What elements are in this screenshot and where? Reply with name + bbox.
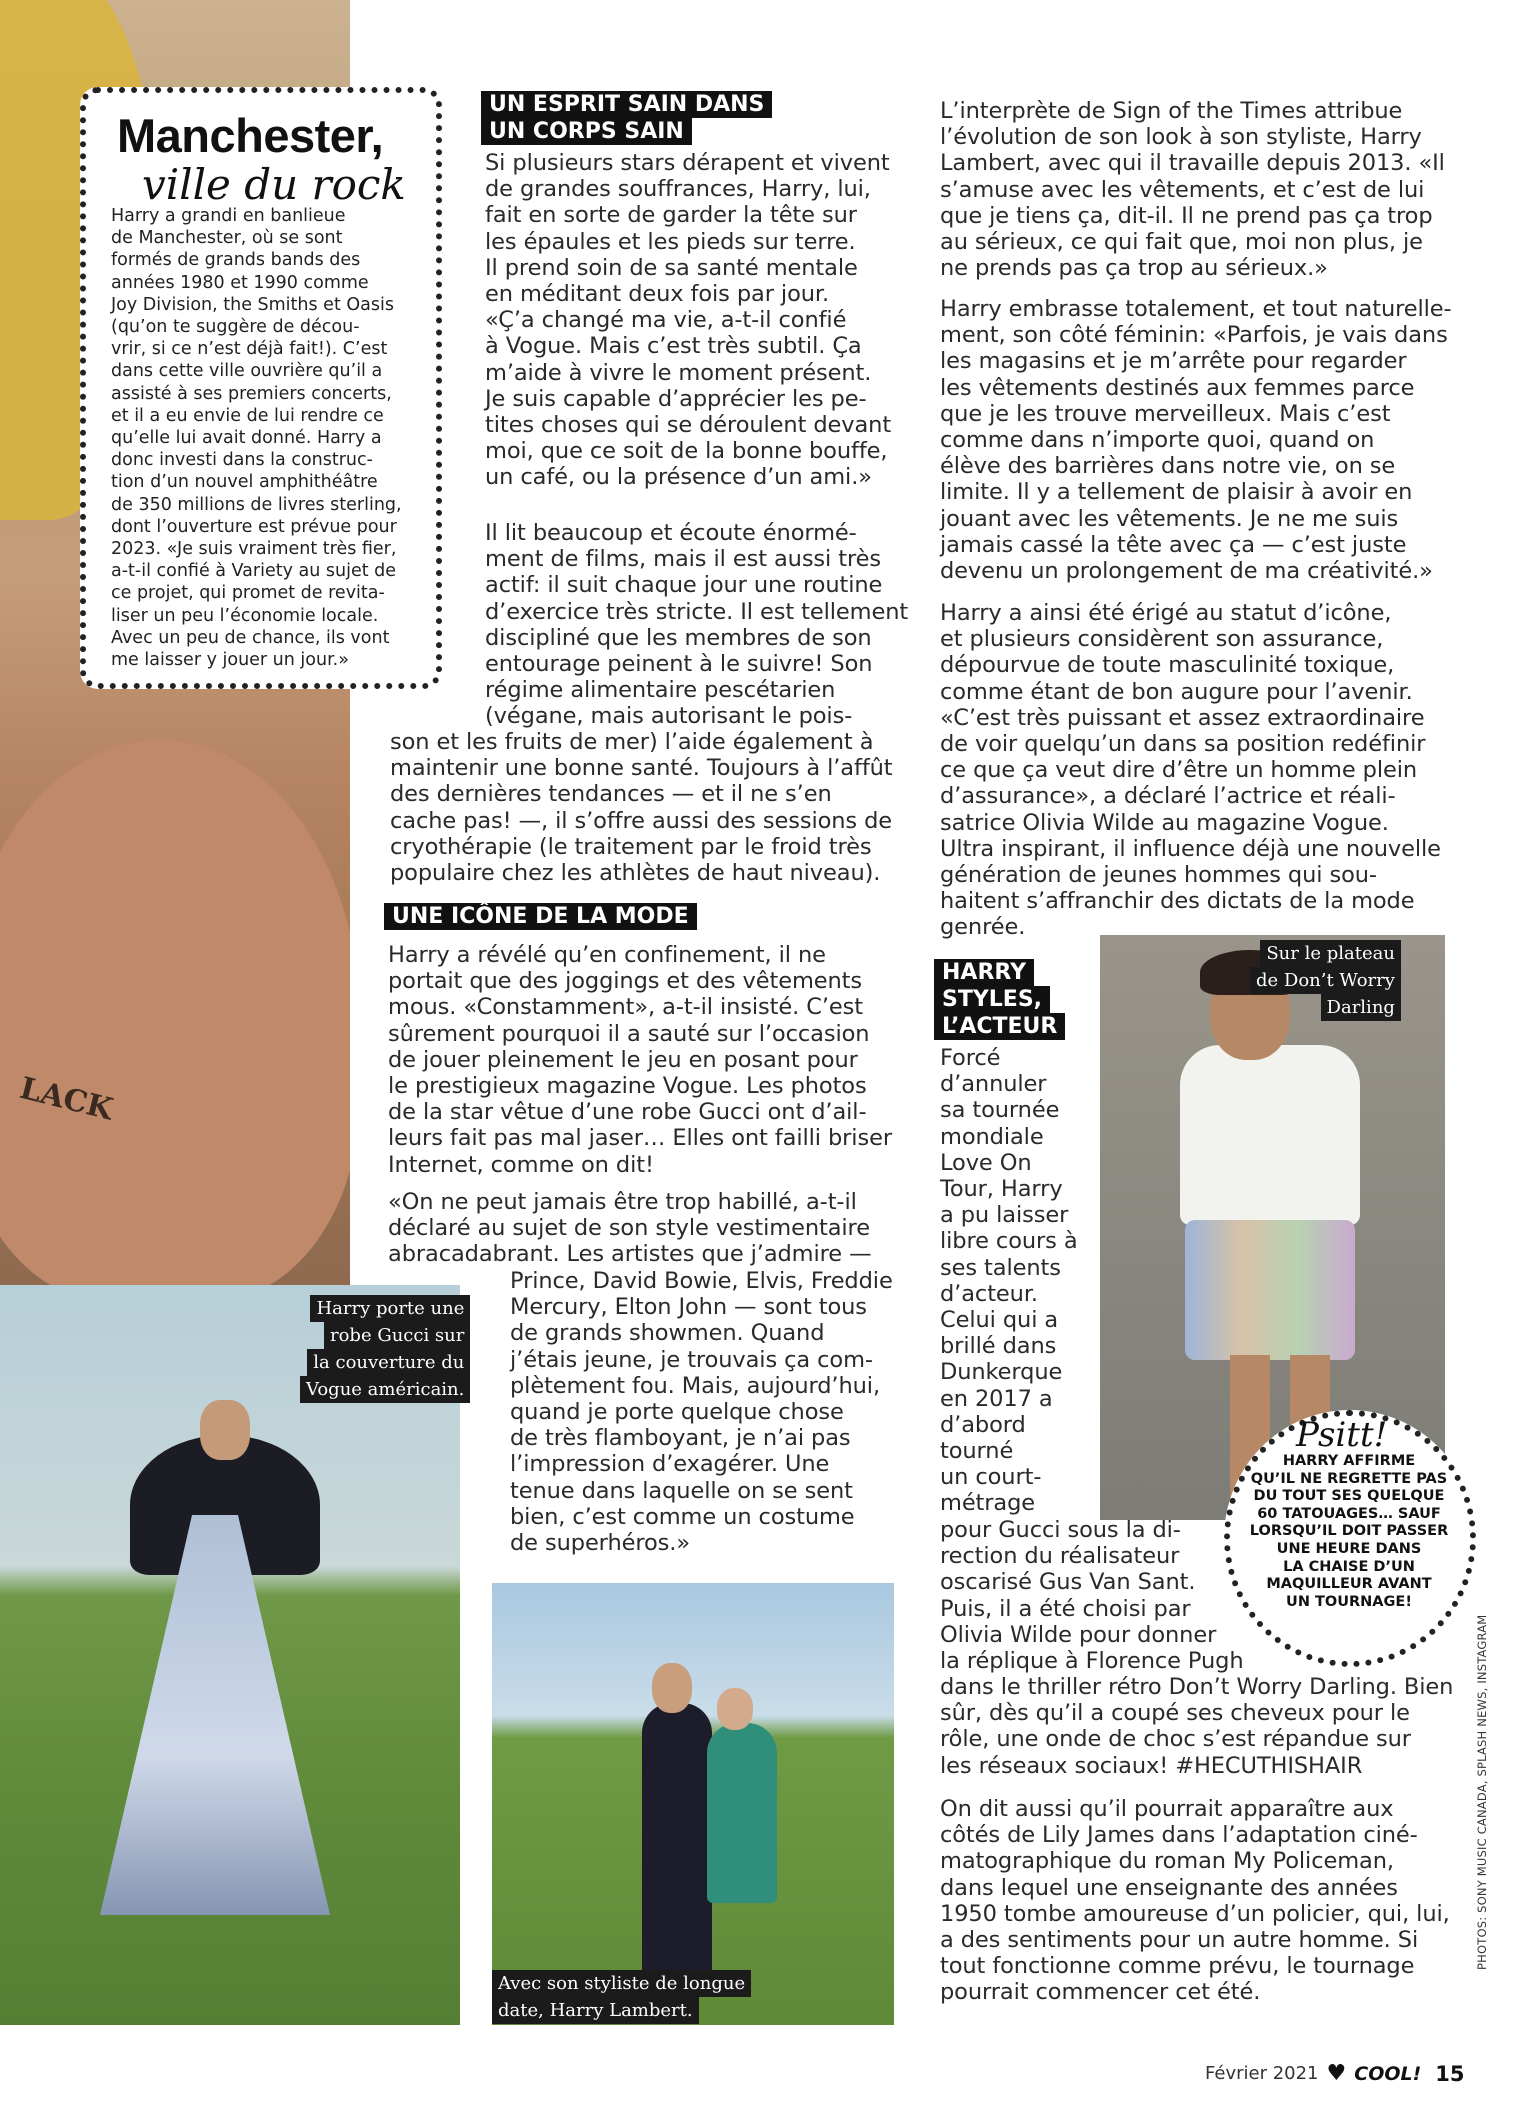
text-line: d’assurance», a déclaré l’actrice et réali- — [940, 783, 1396, 810]
footer-brand: COOL! — [1354, 2062, 1422, 2085]
psitt-text — [1234, 1453, 1464, 1611]
text-line: haitent s’affranchir des dictats de la mode — [940, 888, 1415, 915]
stylist-photo — [492, 1583, 894, 2025]
text-line: régime alimentaire pescétarien — [485, 677, 836, 704]
text-line: limite. Il y a tellement de plaisir à avoir en — [940, 479, 1413, 506]
text-line: l’impression d’exagérer. Une — [510, 1451, 830, 1478]
text-line: actif: il suit chaque jour une routine — [485, 572, 883, 599]
text-line: Tour, Harry — [940, 1176, 1063, 1203]
text-line: Lambert, avec qui il travaille depuis 2013. «Il — [940, 150, 1445, 177]
caption-line: robe Gucci sur — [324, 1322, 470, 1349]
sidebar-text-line: liser un peu l’économie locale. — [111, 605, 379, 626]
text-line: libre cours à — [940, 1228, 1078, 1255]
text-line: et plusieurs considèrent son assurance, — [940, 626, 1384, 653]
section3-narrow — [940, 1045, 1110, 1517]
text-line: matographique du roman My Policeman, — [940, 1848, 1394, 1875]
text-line: rection du réalisateur — [940, 1543, 1180, 1570]
section2-para1 — [388, 942, 908, 1178]
text-line: sûrement pourquoi il a sauté sur l’occasion — [388, 1020, 870, 1047]
sidebar-text-line: formés de grands bands des — [111, 250, 361, 271]
section1-heading-line1: UN ESPRIT SAIN DANS — [481, 91, 772, 118]
right-para1 — [940, 98, 1460, 281]
sidebar-text-line: (qu’on te suggère de décou- — [111, 317, 360, 338]
text-line: bien, c’est comme un costume — [510, 1503, 855, 1530]
sidebar-text-line: et il a eu envie de lui rendre ce — [111, 405, 384, 426]
text-line: «Ç’a changé ma vie, a-t-il confié — [485, 307, 847, 334]
text-line: cryothérapie (le traitement par le froid très — [390, 833, 872, 860]
text-line: oscarisé Gus Van Sant. — [940, 1569, 1196, 1596]
caption-stylist — [492, 1970, 751, 2024]
caption-line: Sur le plateau — [1260, 940, 1401, 967]
sidebar-text-line: qu’elle lui avait donné. Harry a — [111, 428, 382, 449]
text-line: Il lit beaucoup et écoute énormé- — [485, 520, 857, 546]
text-line: comme étant de bon augure pour l’avenir. — [940, 678, 1413, 705]
text-line: 1950 tombe amoureuse d’un policier, qui, lui, — [940, 1900, 1450, 1927]
text-line: discipliné que les membres de son — [485, 624, 872, 651]
section2-para2-narrow — [510, 1268, 910, 1556]
section3-heading-line: L’ACTEUR — [934, 1013, 1065, 1040]
text-line: ce que ça veut dire d’être un homme plein — [940, 757, 1418, 784]
text-line: de la star vêtue d’une robe Gucci ont d’ail- — [388, 1099, 867, 1126]
text-line: élève des barrières dans notre vie, on se — [940, 453, 1396, 480]
footer — [1205, 2061, 1465, 2086]
sidebar-text-line: donc investi dans la construc- — [111, 450, 373, 471]
text-line: m’aide à vivre le moment présent. — [485, 359, 872, 386]
text-line: un court- — [940, 1464, 1042, 1491]
text-line: de très flamboyant, je n’ai pas — [510, 1425, 851, 1452]
shoulder-tattoo-photo: LACK — [0, 0, 350, 1285]
sidebar-text-line: me laisser y jouer un jour.» — [111, 650, 349, 671]
sidebar-text-line: Avec un peu de chance, ils vont — [111, 627, 390, 648]
text-line: a pu laisser — [940, 1202, 1069, 1229]
text-line: sûr, dès qu’il a coupé ses cheveux pour le — [940, 1700, 1410, 1727]
text-line: Je suis capable d’apprécier les pe- — [485, 385, 867, 412]
text-line: jouant avec les vêtements. Je ne me suis — [940, 505, 1399, 532]
text-line: que je tiens ça, dit-il. Il ne prend pas ça trop — [940, 202, 1433, 229]
text-line: comme dans n’importe quoi, quand on — [940, 427, 1375, 454]
text-line: maintenir une bonne santé. Toujours à l’affût — [390, 755, 893, 782]
section1-heading-line2: UN CORPS SAIN — [481, 118, 692, 145]
psitt-line: QU’IL NE REGRETTE PAS — [1250, 1470, 1448, 1487]
caption-vogue-cover — [300, 1295, 470, 1403]
sidebar-text-line: Joy Division, the Smiths et Oasis — [111, 294, 394, 315]
text-line: au sérieux, ce qui fait que, moi non plus, je — [940, 229, 1423, 256]
section1-heading — [481, 91, 772, 145]
sidebar-text-line: tion d’un nouvel amphithéâtre — [111, 472, 378, 493]
text-line: ne prends pas ça trop au sérieux.» — [940, 255, 1328, 282]
text-line: des dernières tendances — et il ne s’en — [390, 781, 832, 808]
text-line: la réplique à Florence Pugh — [940, 1648, 1244, 1675]
section3-heading — [934, 959, 1058, 1040]
section3-heading-line: HARRY — [934, 959, 1034, 986]
sidebar-text-line: a-t-il confié à Variety au sujet de — [111, 561, 397, 582]
text-line: Il prend soin de sa santé mentale — [485, 254, 858, 281]
text-line: de grands showmen. Quand — [510, 1320, 825, 1347]
text-line: déclaré au sujet de son style vestimentaire — [388, 1215, 870, 1242]
text-line: les magasins et je m’arrête pour regarder — [940, 348, 1407, 375]
sidebar-text-line: assisté à ses premiers concerts, — [111, 383, 392, 404]
text-line: en 2017 a — [940, 1385, 1053, 1412]
text-line: portait que des joggings et des vêtements — [388, 968, 863, 995]
sidebar-text-line: Harry a grandi en banlieue — [111, 206, 346, 226]
section2-para2-wide — [388, 1189, 908, 1268]
text-line: populaire chez les athlètes de haut niveau). — [390, 860, 881, 887]
text-line: j’étais jeune, je trouvais ça com- — [510, 1346, 873, 1373]
psitt-line: MAQUILLEUR AVANT — [1266, 1576, 1432, 1593]
text-line: «C’est très puissant et assez extraordinaire — [940, 704, 1425, 731]
text-line: tourné — [940, 1438, 1014, 1465]
text-line: l’évolution de son look à son styliste, Harry — [940, 124, 1422, 151]
photo-credits: PHOTOS: SONY MUSIC CANADA, SPLASH NEWS, INSTAGRAM — [1475, 1614, 1489, 1970]
text-line: de superhéros.» — [510, 1530, 691, 1557]
text-line: dans lequel une enseignante des années — [940, 1874, 1398, 1901]
section3-para2 — [940, 1796, 1460, 2006]
sidebar-text-line: dans cette ville ouvrière qu’il a — [111, 361, 383, 382]
text-line: d’abord — [940, 1411, 1026, 1438]
text-line: Dunkerque — [940, 1359, 1063, 1386]
text-line: devenu un prolongement de ma créativité.» — [940, 558, 1433, 585]
text-line: un café, ou la présence d’un ami.» — [485, 464, 872, 491]
text-line: Puis, il a été choisi par — [940, 1595, 1191, 1622]
text-line: cache pas! —, il s’offre aussi des sessions de — [390, 807, 893, 834]
text-line: entourage peinent à le suivre! Son — [485, 651, 873, 678]
text-line: L’interprète de Sign of the Times attribue — [940, 98, 1403, 124]
text-line: d’annuler — [940, 1071, 1047, 1098]
text-line: d’exercice très stricte. Il est tellement — [485, 598, 909, 625]
text-line: pourrait commencer cet été. — [940, 1979, 1261, 2006]
section1-para2 — [485, 520, 909, 730]
text-line: genrée. — [940, 914, 1026, 941]
text-line: ment, son côté féminin: «Parfois, je vais dans — [940, 322, 1448, 349]
text-line: Mercury, Elton John — sont tous — [510, 1294, 867, 1321]
sidebar-text-line: vrir, si ce n’est déjà fait!). C’est — [111, 339, 388, 360]
text-line: «On ne peut jamais être trop habillé, a-t-il — [388, 1189, 857, 1215]
sidebar-body — [111, 205, 431, 671]
text-line: Olivia Wilde pour donner — [940, 1621, 1217, 1648]
right-para3 — [940, 600, 1460, 941]
caption-line: Avec son styliste de longue — [492, 1970, 751, 1997]
text-line: à Vogue. Mais c’est très subtil. Ça — [485, 333, 862, 360]
text-line: Forcé — [940, 1045, 1001, 1071]
text-line: en méditant deux fois par jour. — [485, 281, 830, 308]
sidebar-text-line: de Manchester, où se sont — [111, 228, 343, 249]
caption-line: Darling — [1321, 994, 1401, 1021]
text-line: les épaules et les pieds sur terre. — [485, 228, 856, 255]
text-line: jamais cassé la tête avec ça — c’est juste — [940, 531, 1407, 558]
section3-wide — [940, 1674, 1460, 1779]
text-line: Harry a révélé qu’en confinement, il ne — [388, 942, 826, 968]
text-line: (végane, mais autorisant le pois- — [485, 703, 853, 730]
text-line: tout fonctionne comme prévu, le tournage — [940, 1953, 1415, 1980]
heart-icon: ♥ — [1326, 2061, 1347, 2086]
psitt-title: Psitt! — [1296, 1415, 1388, 1455]
text-line: plètement fou. Mais, aujourd’hui, — [510, 1372, 881, 1399]
text-line: Harry a ainsi été érigé au statut d’icône, — [940, 600, 1392, 626]
text-line: Harry embrasse totalement, et tout naturelle- — [940, 296, 1452, 322]
text-line: brillé dans — [940, 1333, 1057, 1360]
psitt-line: UNE HEURE DANS — [1276, 1540, 1422, 1557]
caption-line: date, Harry Lambert. — [492, 1997, 699, 2024]
text-line: le prestigieux magazine Vogue. Les photos — [388, 1073, 867, 1100]
text-line: métrage — [940, 1490, 1036, 1517]
sidebar-text-line: années 1980 et 1990 comme — [111, 272, 369, 293]
section1-para1 — [485, 150, 905, 491]
caption-line: de Don’t Worry — [1250, 967, 1401, 994]
text-line: les réseaux sociaux! #HECUTHISHAIR — [940, 1752, 1363, 1779]
text-line: moi, que ce soit de la bonne bouffe, — [485, 438, 888, 465]
sidebar-title: Manchester, — [117, 109, 384, 162]
text-line: rôle, une onde de choc s’est répandue sur — [940, 1726, 1411, 1753]
text-line: leurs fait pas mal jaser… Elles ont failli briser — [388, 1125, 892, 1152]
section2-heading-label: UNE ICÔNE DE LA MODE — [384, 903, 697, 930]
sidebar-subtitle: ville du rock — [142, 160, 406, 209]
text-line: sa tournée — [940, 1097, 1060, 1124]
text-line: Prince, David Bowie, Elvis, Freddie — [510, 1268, 893, 1294]
text-line: côtés de Lily James dans l’adaptation ciné- — [940, 1822, 1418, 1849]
sidebar-text-line: 2023. «Je suis vraiment très fier, — [111, 539, 397, 560]
text-line: Ultra inspirant, il influence déjà une nouvelle — [940, 835, 1441, 862]
caption-line: Vogue américain. — [300, 1376, 470, 1403]
text-line: satrice Olivia Wilde au magazine Vogue. — [940, 809, 1389, 836]
sidebar-text-line: ce projet, qui promet de revita- — [111, 583, 385, 604]
text-line: On dit aussi qu’il pourrait apparaître aux — [940, 1796, 1394, 1822]
text-line: pour Gucci sous la di- — [940, 1517, 1181, 1543]
text-line: fait en sorte de garder la tête sur — [485, 202, 857, 229]
text-line: mous. «Constamment», a-t-il insisté. C’est — [388, 994, 863, 1021]
text-line: ses talents — [940, 1254, 1061, 1281]
psitt-line: LA CHAISE D’UN — [1283, 1558, 1415, 1575]
footer-page-number: 15 — [1435, 2061, 1465, 2086]
text-line: mondiale — [940, 1123, 1044, 1150]
psitt-line: 60 TATOUAGES… SAUF — [1257, 1505, 1441, 1522]
text-line: abracadabrant. Les artistes que j’admire — — [388, 1241, 872, 1268]
text-line: dépourvue de toute masculinité toxique, — [940, 652, 1395, 679]
text-line: Celui qui a — [940, 1307, 1059, 1334]
text-line: de voir quelqu’un dans sa position redéfinir — [940, 731, 1426, 758]
psitt-line: HARRY AFFIRME — [1282, 1453, 1416, 1469]
caption-line: la couverture du — [307, 1349, 470, 1376]
psitt-line: UN TOURNAGE! — [1286, 1593, 1412, 1610]
text-line: quand je porte quelque chose — [510, 1399, 844, 1426]
text-line: d’acteur. — [940, 1280, 1038, 1307]
text-line: son et les fruits de mer) l’aide également à — [390, 729, 874, 755]
text-line: génération de jeunes hommes qui sou- — [940, 862, 1377, 889]
text-line: que je les trouve merveilleux. Mais c’est — [940, 400, 1391, 427]
psitt-line: LORSQU’IL DOIT PASSER — [1249, 1523, 1449, 1540]
text-line: de jouer pleinement le jeu en posant pour — [388, 1046, 858, 1073]
footer-date: Février 2021 — [1205, 2063, 1319, 2084]
psitt-line: DU TOUT SES QUELQUE — [1253, 1488, 1445, 1505]
caption-line: Harry porte une — [310, 1295, 470, 1322]
text-line: s’amuse avec les vêtements, et c’est de lui — [940, 176, 1425, 203]
text-line: les vêtements destinés aux femmes parce — [940, 374, 1415, 401]
text-line: tenue dans laquelle on se sent — [510, 1477, 853, 1504]
text-line: ment de films, mais il est aussi très — [485, 546, 882, 573]
section3-heading-line: STYLES, — [934, 986, 1050, 1013]
section1-para2-wide — [390, 729, 910, 886]
text-line: a des sentiments pour un autre homme. Si — [940, 1927, 1419, 1954]
text-line: tites choses qui se déroulent devant — [485, 412, 892, 439]
sidebar-text-line: de 350 millions de livres sterling, — [111, 494, 402, 515]
text-line: Internet, comme on dit! — [388, 1151, 654, 1178]
section2-heading — [384, 903, 697, 930]
text-line: dans le thriller rétro Don’t Worry Darling. Bien — [940, 1674, 1454, 1700]
right-para2 — [940, 296, 1460, 584]
caption-movie-set — [1250, 940, 1401, 1021]
text-line: Love On — [940, 1149, 1032, 1176]
text-line: Si plusieurs stars dérapent et vivent — [485, 150, 890, 176]
text-line: de grandes souffrances, Harry, lui, — [485, 176, 871, 203]
section3-mid — [940, 1517, 1260, 1674]
sidebar-text-line: dont l’ouverture est prévue pour — [111, 516, 397, 537]
